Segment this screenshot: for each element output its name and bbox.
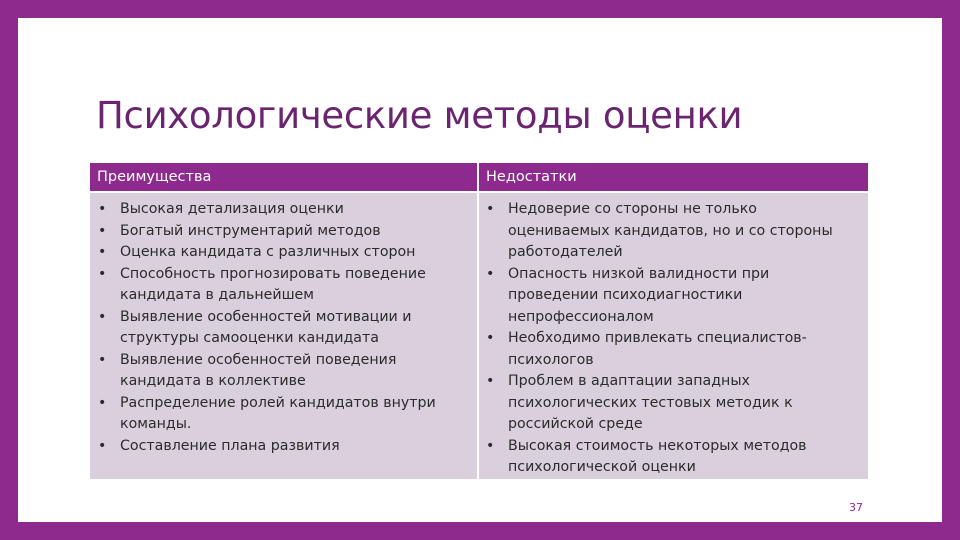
bullet-icon: • (98, 394, 107, 411)
bullet-icon: • (486, 201, 495, 217)
list-item (98, 199, 470, 221)
list-item-text: Необходимо привлекать специалистов-психологов (508, 330, 807, 368)
header-divider (90, 191, 868, 193)
list-item-text: Опасность низкой валидности при проведении психодиагностики непрофессионалом (508, 265, 770, 325)
disadvantages-list (486, 199, 862, 479)
bullet-icon: • (98, 351, 107, 368)
list-item-text: Оценка кандидата с различных сторон (120, 244, 416, 260)
list-item-text: Выявление особенностей поведения кандидата в коллективе (120, 351, 397, 389)
bullet-icon: • (98, 308, 107, 325)
list-item (98, 393, 470, 436)
list-item (98, 307, 470, 350)
list-item-text: Распределение ролей кандидатов внутри команды. (120, 394, 436, 432)
list-item (486, 264, 862, 329)
table-header (90, 163, 868, 191)
bullet-icon: • (98, 222, 107, 239)
list-item (98, 264, 470, 307)
list-item-text: Составление плана развития (120, 437, 340, 454)
bullet-icon: • (486, 330, 495, 346)
advantages-list (98, 199, 470, 457)
bullet-icon: • (486, 437, 495, 454)
header-advantages: Преимущества (97, 169, 212, 185)
page-number: 37 (849, 501, 863, 514)
bullet-icon: • (486, 373, 495, 389)
bullet-icon: • (98, 437, 107, 454)
header-disadvantages: Недостатки (486, 169, 577, 185)
bullet-icon: • (98, 244, 107, 260)
column-divider (477, 163, 479, 479)
list-item (486, 371, 862, 436)
bullet-icon: • (486, 265, 495, 282)
bullet-icon: • (98, 265, 107, 282)
list-item-text: Высокая стоимость некоторых методов психологической оценки (508, 437, 807, 475)
list-item (98, 242, 470, 264)
bullet-icon: • (98, 201, 107, 217)
list-item (98, 350, 470, 393)
list-item-text: Недоверие со стороны не только оцениваемых кандидатов, но и со стороны работодателей (508, 201, 833, 260)
slide-title: Психологические методы оценки (96, 94, 743, 137)
list-item-text: Богатый инструментарий методов (120, 222, 381, 239)
slide (18, 18, 942, 522)
list-item (486, 328, 862, 371)
list-item-text: Способность прогнозировать поведение кандидата в дальнейшем (120, 265, 426, 303)
list-item (98, 436, 470, 458)
list-item (486, 199, 862, 264)
list-item (98, 221, 470, 243)
comparison-table (90, 163, 868, 479)
list-item-text: Выявление особенностей мотивации и структуры самооценки кандидата (120, 308, 412, 346)
list-item-text: Высокая детализация оценки (120, 201, 344, 217)
list-item-text: Проблем в адаптации западных психологических тестовых методик к российской среде (508, 373, 793, 432)
list-item (486, 436, 862, 479)
